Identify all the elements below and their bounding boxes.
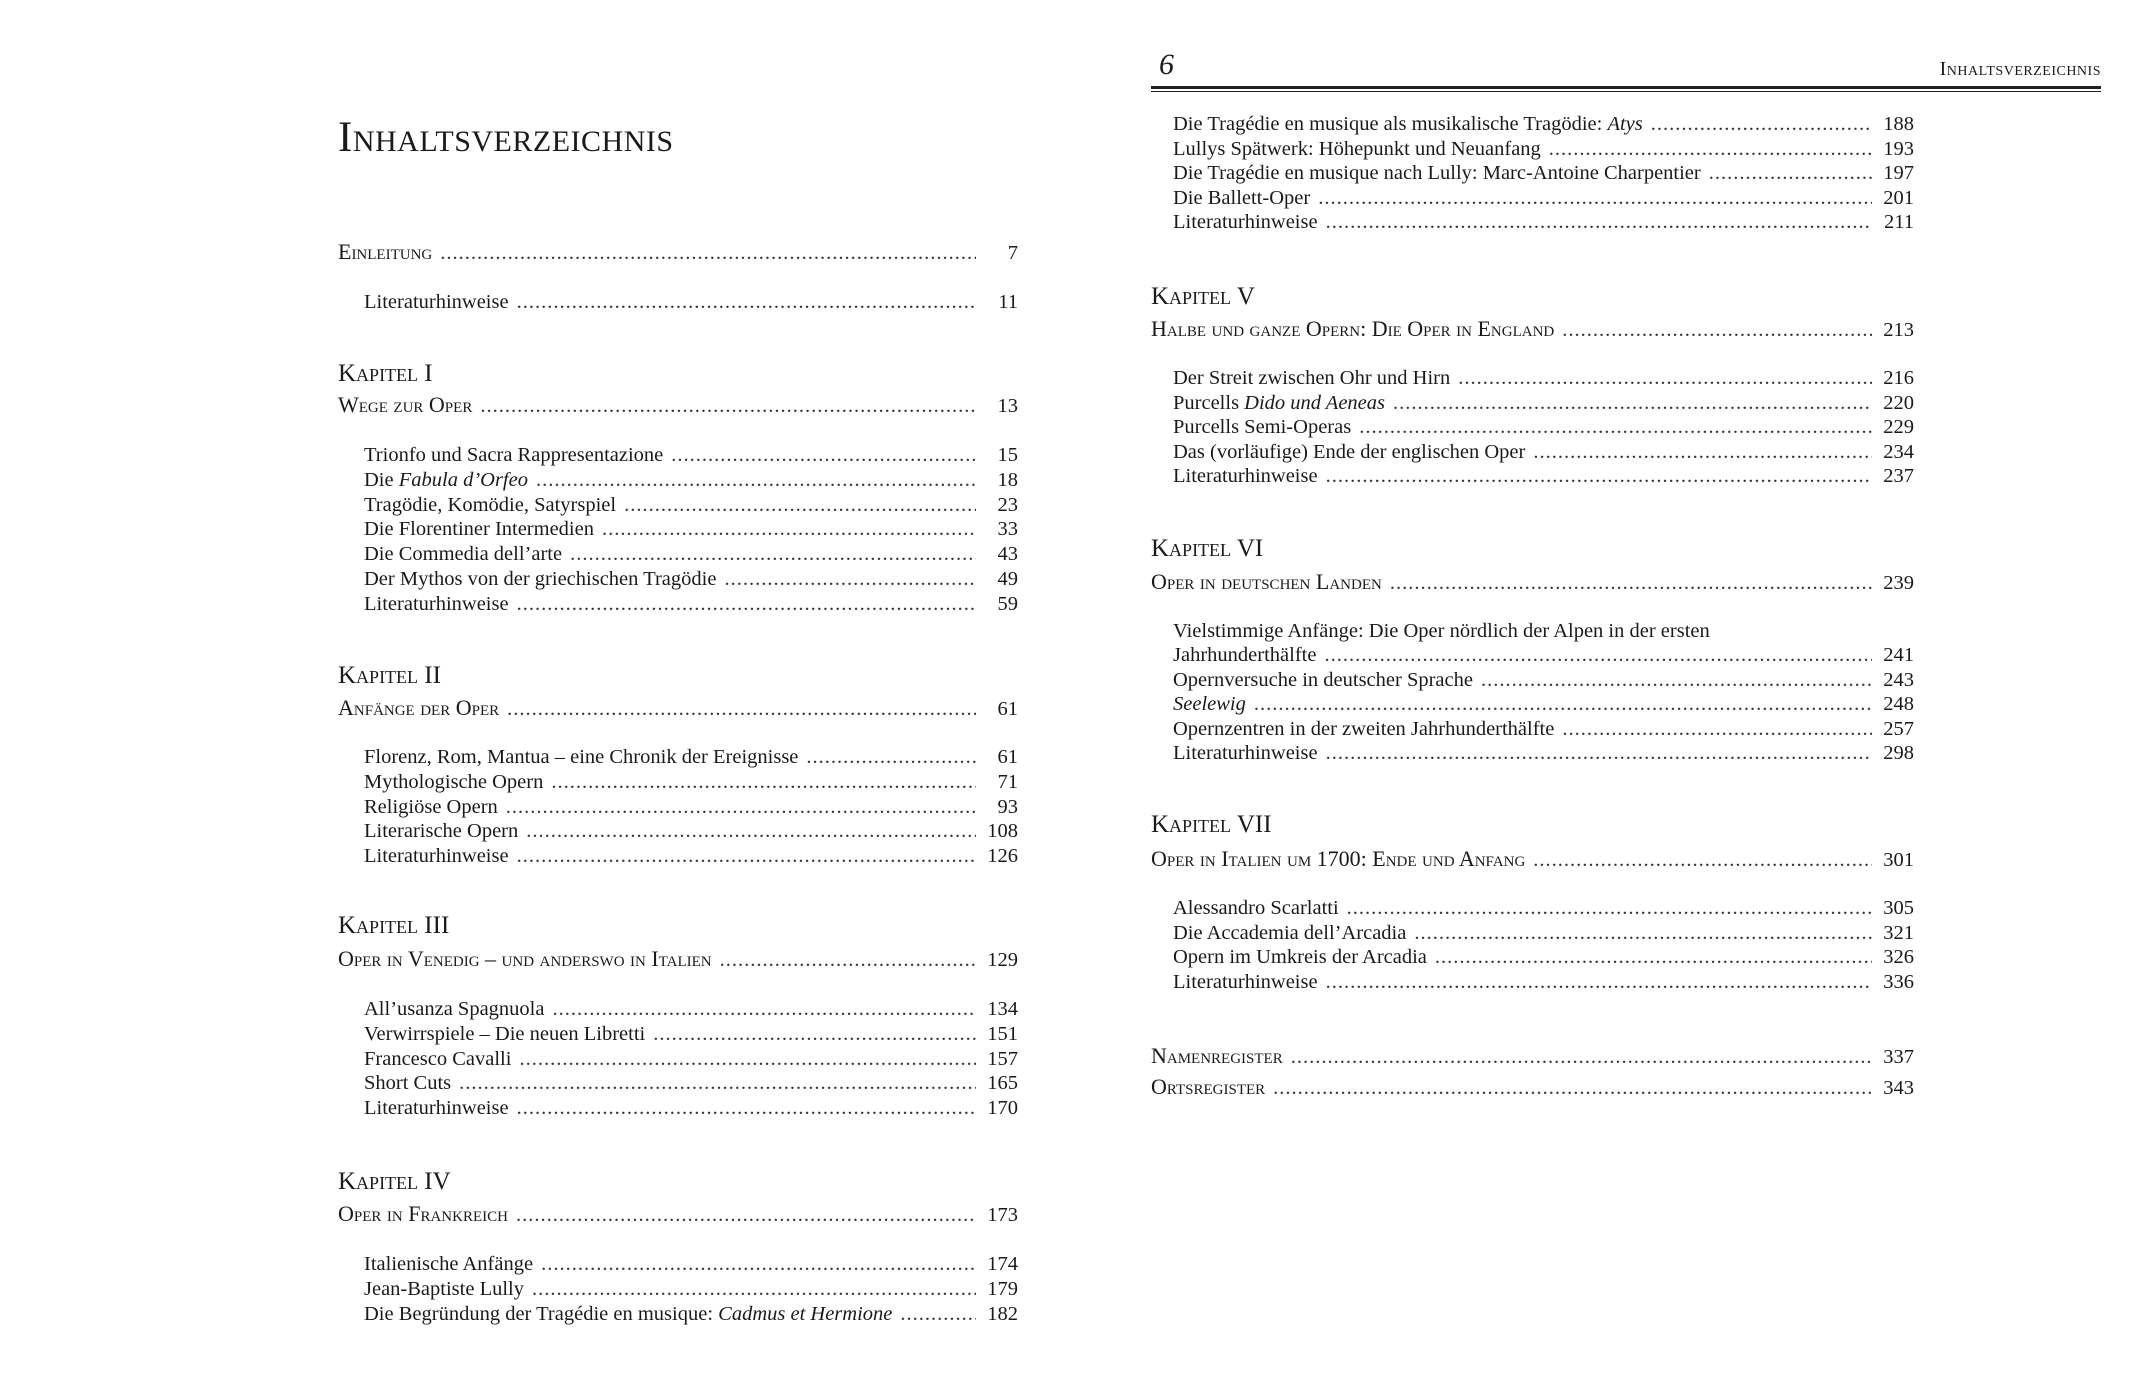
page-number: 6 bbox=[1159, 48, 1174, 81]
entry-page: 18 bbox=[997, 468, 1018, 491]
leader-dots bbox=[1435, 945, 1872, 969]
leader-dots bbox=[1393, 391, 1872, 415]
leader-dots bbox=[459, 1071, 976, 1095]
chapter-title: Halbe und ganze Opern: Die Oper in England bbox=[1151, 316, 1555, 341]
entry-label bbox=[364, 1022, 645, 1046]
entry-page: 241 bbox=[1883, 644, 1914, 666]
entry-label bbox=[1173, 186, 1310, 210]
entry-label: Ortsregister bbox=[1151, 1074, 1266, 1099]
entry-label bbox=[1173, 440, 1525, 464]
toc-entry[interactable] bbox=[1151, 970, 1914, 994]
toc-entry[interactable] bbox=[1151, 186, 1914, 210]
entry-label bbox=[1173, 210, 1318, 234]
entry-label-text: Die Accademia dell’Arcadia bbox=[1173, 921, 1407, 944]
toc-entry[interactable] bbox=[338, 443, 1018, 467]
toc-entry[interactable] bbox=[338, 567, 1018, 591]
toc-entry[interactable] bbox=[338, 542, 1018, 566]
toc-entry[interactable] bbox=[1151, 643, 1914, 667]
leader-dots bbox=[1273, 1076, 1872, 1100]
entry-label-text: Short Cuts bbox=[364, 1072, 452, 1095]
entry-page: 257 bbox=[1883, 717, 1914, 740]
entry-page: 173 bbox=[987, 1204, 1018, 1226]
toc-entry[interactable] bbox=[338, 468, 1018, 492]
leader-dots bbox=[1709, 161, 1872, 185]
entry-label bbox=[364, 468, 528, 492]
entry-label-text: Literaturhinweise bbox=[1173, 465, 1318, 487]
toc-entry[interactable] bbox=[1151, 692, 1914, 716]
entry-page: 126 bbox=[987, 845, 1018, 868]
entry-label-text: Francesco Cavalli bbox=[364, 1047, 512, 1070]
entry-label bbox=[1173, 970, 1318, 994]
toc-entry[interactable] bbox=[1151, 717, 1914, 741]
chapter-label: Kapitel III bbox=[338, 912, 450, 939]
entry-label bbox=[364, 1047, 511, 1071]
entry-page: 216 bbox=[1883, 367, 1914, 389]
entry-label bbox=[364, 819, 518, 843]
entry-label bbox=[364, 567, 716, 591]
chapter-label: Kapitel VII bbox=[1151, 811, 1272, 838]
toc-entry[interactable] bbox=[338, 997, 1018, 1021]
entry-page: 243 bbox=[1883, 668, 1914, 691]
entry-page: 197 bbox=[1883, 162, 1914, 184]
leader-dots bbox=[1458, 366, 1872, 390]
toc-entry[interactable] bbox=[338, 770, 1018, 794]
entry-label-text: Trionfo und Sacra Rappresentazione bbox=[364, 444, 664, 466]
entry-label-text: Jahrhunderthälfte bbox=[1173, 644, 1317, 666]
toc-entry[interactable] bbox=[338, 844, 1018, 868]
entry-label bbox=[1173, 415, 1351, 439]
toc-entry[interactable] bbox=[1151, 161, 1914, 185]
toc-entry[interactable] bbox=[1151, 137, 1914, 161]
entry-page: 93 bbox=[997, 795, 1018, 818]
entry-page: 108 bbox=[987, 820, 1018, 843]
entry-page: 174 bbox=[987, 1253, 1018, 1275]
toc-entry-einleitung-literatur[interactable] bbox=[338, 290, 1018, 314]
entry-label: Einleitung bbox=[338, 239, 433, 264]
entry-label-text: Opernversuche in deutscher Sprache bbox=[1173, 668, 1473, 691]
entry-page: 229 bbox=[1883, 416, 1914, 438]
leader-dots bbox=[1291, 1045, 1872, 1069]
chapter-title-entry[interactable] bbox=[338, 1202, 1018, 1227]
chapter-label: Kapitel VI bbox=[1151, 535, 1264, 562]
chapter-title: Oper in deutschen Landen bbox=[1151, 569, 1382, 594]
toc-entry[interactable] bbox=[1151, 391, 1914, 415]
entry-page: 59 bbox=[997, 592, 1018, 615]
toc-entry-namenregister[interactable] bbox=[1151, 1044, 1914, 1069]
entry-page: 15 bbox=[997, 444, 1018, 466]
chapter-label: Kapitel II bbox=[338, 662, 441, 689]
toc-entry[interactable] bbox=[1151, 945, 1914, 969]
entry-label-text: Opern im Umkreis der Arcadia bbox=[1173, 946, 1427, 968]
entry-page: 239 bbox=[1883, 572, 1914, 594]
entry-label bbox=[1173, 945, 1427, 969]
running-title: Inhaltsverzeichnis bbox=[1939, 58, 2101, 80]
leader-dots bbox=[720, 948, 976, 972]
leader-dots bbox=[506, 795, 976, 819]
entry-page: 298 bbox=[1883, 742, 1914, 764]
entry-label bbox=[364, 443, 663, 467]
leader-dots bbox=[541, 1252, 976, 1276]
leader-dots bbox=[602, 517, 976, 541]
leader-dots bbox=[1390, 571, 1872, 595]
toc-entry[interactable] bbox=[338, 517, 1018, 541]
entry-page: 305 bbox=[1883, 897, 1914, 919]
leader-dots bbox=[570, 542, 976, 566]
entry-label-text: Verwirrspiele – Die neuen Libretti bbox=[364, 1022, 646, 1045]
leader-dots bbox=[653, 1022, 976, 1046]
leader-dots bbox=[507, 697, 976, 721]
entry-page: 220 bbox=[1883, 391, 1914, 414]
entry-page: 157 bbox=[987, 1047, 1018, 1070]
leader-dots bbox=[1326, 741, 1872, 765]
toc-entry[interactable] bbox=[1151, 464, 1914, 488]
entry-label bbox=[364, 1252, 533, 1276]
entry-page: 336 bbox=[1883, 970, 1914, 993]
entry-page: 234 bbox=[1883, 440, 1914, 463]
entry-label bbox=[364, 1071, 451, 1095]
entry-label bbox=[1173, 896, 1339, 920]
leader-dots bbox=[1318, 186, 1872, 210]
entry-label-text: Literaturhinweise bbox=[364, 1097, 509, 1120]
entry-page: 337 bbox=[1883, 1046, 1914, 1068]
entry-label-text: Literaturhinweise bbox=[1173, 970, 1318, 993]
leader-dots bbox=[517, 290, 976, 314]
leader-dots bbox=[806, 745, 976, 769]
entry-page: 211 bbox=[1884, 211, 1914, 233]
entry-label-text: Die Tragédie en musique als musikalische Tragödie: bbox=[1173, 113, 1608, 135]
toc-entry[interactable] bbox=[1151, 366, 1914, 390]
entry-page: 321 bbox=[1883, 921, 1914, 944]
entry-label bbox=[364, 493, 616, 517]
entry-label-text: All’usanza Spagnuola bbox=[364, 998, 545, 1020]
leader-dots bbox=[1347, 896, 1872, 920]
entry-label bbox=[1173, 137, 1541, 161]
entry-label-italic: Cadmus et Hermione bbox=[718, 1302, 893, 1325]
entry-label-italic: Dido und Aeneas bbox=[1244, 391, 1385, 414]
entry-page: 237 bbox=[1883, 465, 1914, 487]
chapter-title-entry[interactable] bbox=[1151, 847, 1914, 872]
leader-dots bbox=[526, 819, 976, 843]
entry-page: 49 bbox=[997, 568, 1018, 590]
entry-label-italic: Fabula d’Orfeo bbox=[398, 468, 528, 491]
entry-label bbox=[1173, 391, 1385, 415]
entry-label-text: Purcells bbox=[1173, 391, 1245, 414]
entry-page: 201 bbox=[1883, 186, 1914, 209]
entry-label bbox=[1173, 741, 1318, 765]
leader-dots bbox=[1549, 137, 1872, 161]
leader-dots bbox=[1324, 643, 1872, 667]
entry-page: 326 bbox=[1883, 946, 1914, 968]
chapter-title: Oper in Venedig – und anderswo in Italien bbox=[338, 946, 712, 971]
entry-label-text: Religiöse Opern bbox=[364, 795, 498, 818]
leader-dots bbox=[517, 1096, 976, 1120]
entry-label-text: Florenz, Rom, Mantua – eine Chronik der Ereignisse bbox=[364, 746, 799, 768]
entry-label bbox=[1173, 643, 1316, 667]
leader-dots bbox=[1326, 970, 1872, 994]
entry-label-text: Die Ballett-Oper bbox=[1173, 186, 1311, 209]
leader-dots bbox=[480, 394, 976, 418]
entry-page: 129 bbox=[987, 949, 1018, 971]
chapter-label: Kapitel IV bbox=[338, 1168, 451, 1195]
toc-entry[interactable] bbox=[338, 795, 1018, 819]
chapter-label: Kapitel V bbox=[1151, 283, 1255, 310]
leader-dots bbox=[536, 468, 976, 492]
entry-page: 188 bbox=[1883, 113, 1914, 135]
entry-page: 33 bbox=[997, 518, 1018, 541]
leader-dots bbox=[1326, 210, 1872, 234]
entry-label-text: Alessandro Scarlatti bbox=[1173, 897, 1339, 919]
entry-label-text: Literaturhinweise bbox=[364, 592, 509, 615]
running-head bbox=[1151, 48, 2101, 92]
entry-page: 301 bbox=[1883, 849, 1914, 871]
entry-label-text: Der Mythos von der griechischen Tragödie bbox=[364, 568, 717, 590]
entry-label-text: Purcells Semi-Operas bbox=[1173, 416, 1352, 438]
entry-label bbox=[1173, 112, 1643, 136]
leader-dots bbox=[1326, 464, 1872, 488]
entry-page: 43 bbox=[997, 543, 1018, 566]
entry-page: 343 bbox=[1883, 1077, 1914, 1099]
entry-page: 61 bbox=[997, 746, 1018, 768]
entry-page: 248 bbox=[1883, 693, 1914, 715]
leader-dots bbox=[1562, 318, 1872, 342]
entry-label bbox=[364, 770, 543, 794]
chapter-title: Oper in Frankreich bbox=[338, 1201, 508, 1226]
leader-dots bbox=[532, 1277, 976, 1301]
toc-entry-ortsregister[interactable] bbox=[1151, 1075, 1914, 1100]
entry-label-text: Jean-Baptiste Lully bbox=[364, 1277, 524, 1300]
toc-entry[interactable] bbox=[338, 1047, 1018, 1071]
leader-dots bbox=[624, 493, 976, 517]
entry-page: 193 bbox=[1883, 137, 1914, 160]
entry-label-text: Literarische Opern bbox=[364, 820, 519, 843]
entry-page: 7 bbox=[1007, 242, 1018, 264]
entry-label-text: Literaturhinweise bbox=[1173, 742, 1318, 764]
toc-entry[interactable] bbox=[1151, 415, 1914, 439]
chapter-title: Wege zur Oper bbox=[338, 392, 473, 417]
entry-label bbox=[364, 517, 594, 541]
entry-label-text: Die Commedia dell’arte bbox=[364, 543, 563, 566]
entry-label-text: Literaturhinweise bbox=[364, 845, 509, 868]
header-rule bbox=[1151, 86, 2101, 92]
chapter-title: Oper in Italien um 1700: Ende und Anfang bbox=[1151, 846, 1526, 871]
toc-entry-einleitung[interactable] bbox=[338, 240, 1018, 265]
leader-dots bbox=[1481, 668, 1872, 692]
entry-label-text: Die bbox=[364, 468, 399, 491]
entry-page: 151 bbox=[987, 1022, 1018, 1045]
chapter-title-entry[interactable] bbox=[338, 947, 1018, 972]
entry-label-text: Die Tragédie en musique nach Lully: Marc-Antoine Charpentier bbox=[1173, 162, 1701, 184]
chapter-title-entry[interactable] bbox=[338, 696, 1018, 721]
entry-label bbox=[1173, 464, 1318, 488]
entry-label bbox=[1173, 668, 1473, 692]
toc-entry[interactable] bbox=[1151, 112, 1914, 136]
right-page bbox=[1077, 0, 2153, 1400]
leader-dots bbox=[516, 1203, 976, 1227]
toc-entry[interactable] bbox=[1151, 668, 1914, 692]
entry-page: 11 bbox=[998, 291, 1018, 313]
leader-dots bbox=[900, 1302, 976, 1326]
entry-page: 71 bbox=[997, 770, 1018, 793]
entry-page: 170 bbox=[987, 1097, 1018, 1120]
entry-label bbox=[364, 795, 498, 819]
entry-label-text: Die Florentiner Intermedien bbox=[364, 518, 594, 541]
entry-label-text: Literaturhinweise bbox=[1173, 211, 1318, 233]
toc-entry[interactable] bbox=[338, 1252, 1018, 1276]
entry-label-text: Der Streit zwischen Ohr und Hirn bbox=[1173, 367, 1451, 389]
entry-page: 61 bbox=[997, 698, 1018, 720]
entry-page: 23 bbox=[997, 493, 1018, 516]
leader-dots bbox=[724, 567, 976, 591]
leader-dots bbox=[1359, 415, 1872, 439]
entry-label-text: Mythologische Opern bbox=[364, 770, 544, 793]
entry-label: Literaturhinweise bbox=[364, 291, 509, 313]
toc-entry[interactable] bbox=[338, 1302, 1018, 1326]
chapter-title-entry[interactable] bbox=[1151, 570, 1914, 595]
toc-entry[interactable] bbox=[338, 493, 1018, 517]
entry-label bbox=[364, 844, 509, 868]
entry-label bbox=[364, 592, 509, 616]
leader-dots bbox=[552, 997, 976, 1021]
toc-entry[interactable] bbox=[338, 1277, 1018, 1301]
entry-label bbox=[364, 997, 544, 1021]
leader-dots bbox=[1651, 112, 1872, 136]
toc-entry[interactable] bbox=[338, 592, 1018, 616]
entry-label-text: Das (vorläufige) Ende der englischen Oper bbox=[1173, 440, 1526, 463]
leader-dots bbox=[517, 844, 976, 868]
entry-label bbox=[1173, 161, 1701, 185]
toc-entry[interactable] bbox=[338, 745, 1018, 769]
entry-label bbox=[1173, 921, 1406, 945]
leader-dots bbox=[1254, 692, 1872, 716]
page-title: Inhaltsverzeichnis bbox=[338, 114, 674, 161]
toc-entry[interactable] bbox=[1151, 741, 1914, 765]
entry-label: Namenregister bbox=[1151, 1043, 1283, 1068]
toc-entry[interactable] bbox=[1151, 896, 1914, 920]
entry-label-text: Lullys Spätwerk: Höhepunkt und Neuanfang bbox=[1173, 137, 1541, 160]
toc-entry[interactable] bbox=[1151, 210, 1914, 234]
entry-label bbox=[364, 1277, 524, 1301]
chapter-title: Anfänge der Oper bbox=[338, 695, 500, 720]
leader-dots bbox=[1533, 848, 1872, 872]
toc-entry[interactable] bbox=[1151, 440, 1914, 464]
entry-page: 179 bbox=[987, 1277, 1018, 1300]
entry-label-text: Die Begründung der Tragédie en musique: bbox=[364, 1302, 719, 1325]
entry-label-text: Italienische Anfänge bbox=[364, 1253, 534, 1275]
leader-dots bbox=[1533, 440, 1872, 464]
chapter-title-entry[interactable] bbox=[1151, 317, 1914, 342]
toc-entry[interactable] bbox=[338, 1096, 1018, 1120]
leader-dots bbox=[1414, 921, 1872, 945]
chapter-title-entry[interactable] bbox=[338, 393, 1018, 418]
leader-dots bbox=[551, 770, 976, 794]
entry-label bbox=[364, 745, 798, 769]
toc-entry[interactable] bbox=[338, 1022, 1018, 1046]
leader-dots bbox=[517, 592, 976, 616]
entry-label bbox=[364, 1302, 892, 1326]
entry-page: 182 bbox=[987, 1302, 1018, 1325]
entry-intro-line: Vielstimmige Anfänge: Die Oper nördlich der Alpen in der ersten bbox=[1173, 620, 1710, 642]
chapter-label: Kapitel I bbox=[338, 360, 433, 387]
entry-label-italic: Seelewig bbox=[1173, 693, 1246, 715]
entry-page: 165 bbox=[987, 1072, 1018, 1095]
entry-label-text: Opernzentren in der zweiten Jahrhunderthälfte bbox=[1173, 717, 1555, 740]
leader-dots bbox=[519, 1047, 976, 1071]
entry-label-italic: Atys bbox=[1607, 113, 1643, 135]
leader-dots bbox=[440, 241, 976, 265]
entry-label bbox=[1173, 366, 1450, 390]
left-page bbox=[0, 0, 1076, 1400]
entry-label-text: Tragödie, Komödie, Satyrspiel bbox=[364, 493, 617, 516]
toc-entry[interactable] bbox=[338, 1071, 1018, 1095]
entry-label bbox=[1173, 717, 1554, 741]
toc-entry[interactable] bbox=[1151, 921, 1914, 945]
entry-label bbox=[364, 542, 562, 566]
entry-page: 13 bbox=[997, 395, 1018, 417]
entry-label bbox=[364, 1096, 509, 1120]
leader-dots bbox=[1562, 717, 1872, 741]
toc-entry[interactable] bbox=[338, 819, 1018, 843]
entry-label bbox=[1173, 692, 1246, 716]
leader-dots bbox=[671, 443, 976, 467]
entry-page: 134 bbox=[987, 998, 1018, 1020]
entry-page: 213 bbox=[1883, 319, 1914, 341]
